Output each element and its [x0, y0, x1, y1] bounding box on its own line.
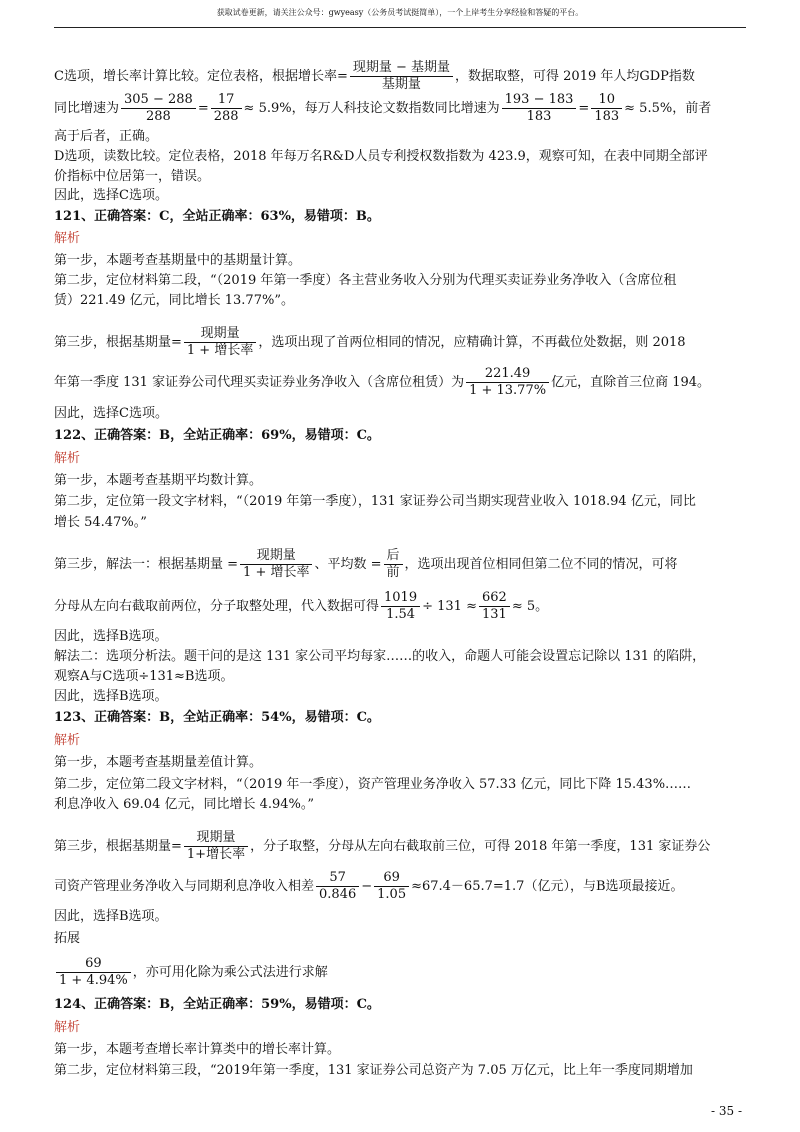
text-line: 高于后者，正确。: [54, 129, 159, 144]
text-line: 第二步，定位第二段文字材料，“（2019 年一季度），资产管理业务净收入 57.33 亿元，同比下降 15.43%……: [54, 777, 692, 792]
text-line: 观察A与C选项÷131≈B选项。: [54, 669, 234, 684]
text-line: 因此，选择B选项。: [54, 629, 168, 644]
text-line: 第二步，定位材料第二段，“（2019 年第一季度）各主营业务收入分别为代理买卖证券业务净收入（含席位租: [54, 273, 677, 288]
page-number: - 35 -: [710, 1104, 742, 1118]
text-line: 因此，选择B选项。: [54, 909, 168, 924]
q123-answer: 123、正确答案：B，全站正确率：54%，易错项：C。: [54, 710, 380, 725]
fraction: $\frac{10}{183}$: [591, 92, 622, 125]
text-line: 第二步，定位材料第三段，“2019年第一季度，131 家证券公司总资产为 7.05 万亿元，比上年一季度同期增加: [54, 1063, 693, 1078]
q120-option-c-line: C选项，增长率计算比较。定位表格，根据增长率= 现期量 − 基期量 基期量 ，数据取整，可得 2019 年人均GDP指数: [54, 60, 695, 92]
q121-analysis-heading: 解析: [54, 231, 81, 246]
q120-calc-line: 同比增速为 $\frac{305 - 288}{288}$ = $\frac{17}{288}$ ≈ 5.9%，每万人科技论文数指数同比增速为 $\frac{193 - 183}{183}$ = $\frac{10}{183}$ ≈ 5.5%，前者: [54, 92, 712, 124]
q122-answer: 122、正确答案：B，全站正确率：69%，易错项：C。: [54, 428, 380, 443]
q122-calc-line: 分母从左向右截取前两位，分子取整处理，代入数据可得 $\frac{1019}{1.54}$ ÷ 131 ≈ $\frac{662}{131}$ ≈ 5。: [54, 590, 549, 622]
fraction: $\frac{305 - 288}{288}$: [121, 92, 196, 125]
text-line: 第一步，本题考查基期量中的基期量计算。: [54, 253, 302, 268]
fraction: $\frac{57}{0.846}$: [316, 870, 359, 903]
text-line: D选项，读数比较。定位表格，2018 年每万名R&D人员专利授权数指数为 423.9，观察可知，在表中同期全部评: [54, 149, 708, 164]
fraction: $\frac{17}{288}$: [211, 92, 242, 125]
q122-analysis-heading: 解析: [54, 451, 81, 466]
text-line: 因此，选择C选项。: [54, 406, 168, 421]
text-line: 因此，选择C选项。: [54, 188, 168, 203]
q123-calc-line: 司资产管理业务净收入与同期利息净收入相差 $\frac{57}{0.846}$ − $\frac{69}{1.05}$ ≈67.4－65.7=1.7（亿元），与B选项最接近。: [54, 870, 684, 902]
header-divider: [54, 27, 746, 28]
q124-analysis-heading: 解析: [54, 1020, 81, 1035]
text-line: 赁）221.49 亿元，同比增长 13.77%”。: [54, 293, 294, 308]
extension-heading: 拓展: [54, 931, 81, 946]
text-line: 第二步，定位第一段文字材料，“（2019 年第一季度），131 家证券公司当期实现营业收入 1018.94 亿元，同比: [54, 494, 696, 509]
base-period-formula: 现期量 1+增长率: [184, 830, 248, 863]
average-formula: 后 前: [384, 548, 403, 581]
fraction: $\frac{69}{1 + 4.94\%}$: [56, 956, 131, 989]
page-header: 获取试卷更新，请关注公众号：gwyeasy（公务员考试挺简单），一个上岸考生分享经验和答疑的平台。: [216, 8, 584, 17]
text-line: 增长 54.47%。”: [54, 515, 147, 530]
text-line: 价指标中位居第一，错误。: [54, 169, 211, 184]
fraction: $\frac{662}{131}$: [479, 590, 510, 623]
text-line: 第一步，本题考查基期平均数计算。: [54, 473, 263, 488]
fraction: $\frac{193 - 183}{183}$: [502, 92, 577, 125]
text-line: 利息净收入 69.04 亿元，同比增长 4.94%。”: [54, 797, 315, 812]
fraction: $\frac{1019}{1.54}$: [381, 590, 420, 623]
text-line: 第一步，本题考查基期量差值计算。: [54, 755, 263, 770]
q124-answer: 124、正确答案：B，全站正确率：59%，易错项：C。: [54, 997, 380, 1012]
base-period-formula: 现期量 1 + 增长率: [240, 548, 312, 581]
q121-step3-line: 第三步，根据基期量= 现期量 1 + 增长率 ，选项出现了首两位相同的情况，应精确计算，不再截位处数据，则 2018: [54, 326, 686, 358]
growth-rate-formula: 现期量 − 基期量 基期量: [350, 60, 453, 93]
extension-line: $\frac{69}{1 + 4.94\%}$ ，亦可用化除为乘公式法进行求解: [54, 956, 328, 989]
q121-answer: 121、正确答案：C，全站正确率：63%，易错项：B。: [54, 209, 380, 224]
text-line: 第一步，本题考查增长率计算类中的增长率计算。: [54, 1042, 341, 1057]
q121-calc-line: 年第一季度 131 家证券公司代理买卖证券业务净收入（含席位租赁）为 $\frac{221.49}{1 + 13.77\%}$ 亿元，直除首三位商 194。: [54, 366, 711, 398]
fraction: $\frac{221.49}{1 + 13.77\%}$: [466, 366, 549, 399]
base-period-formula: 现期量 1 + 增长率: [184, 326, 256, 359]
q122-step3-line: 第三步，解法一：根据基期量 = 现期量 1 + 增长率 、平均数 = 后 前 ，选项出现首位相同但第二位不同的情况，可将: [54, 548, 678, 580]
q123-analysis-heading: 解析: [54, 733, 81, 748]
q123-step3-line: 第三步，根据基期量= 现期量 1+增长率 ，分子取整，分母从左向右截取前三位，可得 2018 年第一季度，131 家证券公: [54, 830, 711, 862]
text-line: 因此，选择B选项。: [54, 689, 168, 704]
text-line: 解法二：选项分析法。题干问的是这 131 家公司平均每家……的收入，命题人可能会设置忘记除以 131 的陷阱，: [54, 649, 706, 664]
fraction: $\frac{69}{1.05}$: [374, 870, 409, 903]
